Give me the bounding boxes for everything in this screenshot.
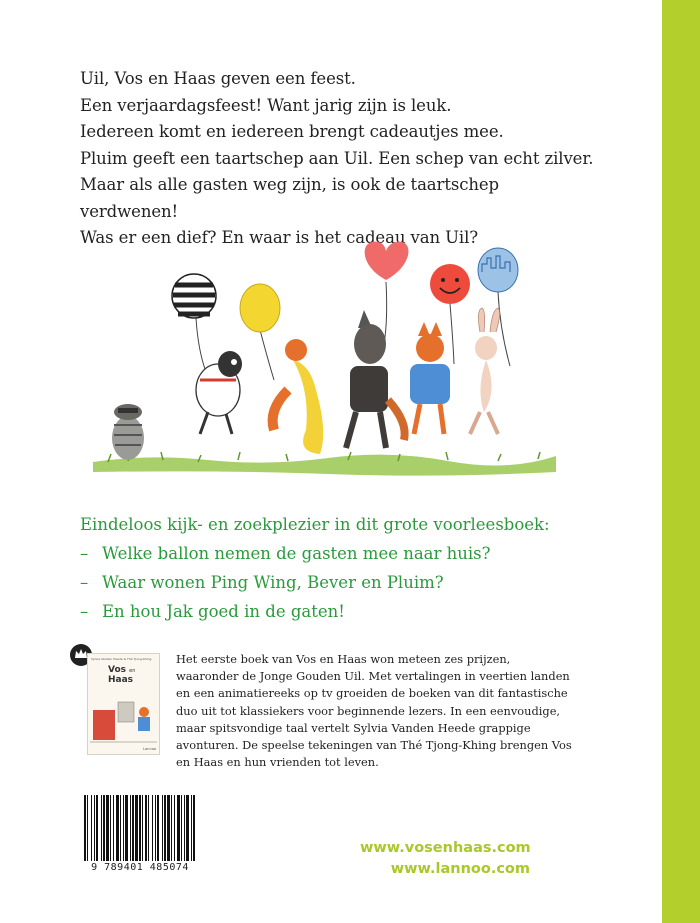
isbn-number: 9 789401 485074 — [82, 862, 198, 873]
barcode-bar — [130, 795, 131, 861]
barcode-bar — [142, 795, 143, 861]
bullet-dash: – — [80, 602, 89, 621]
intro-line: Uil, Vos en Haas geven een feest. — [80, 69, 356, 88]
barcode-bar — [103, 795, 105, 861]
intro-line: Pluim geeft een taartschep aan Uil. Een schep van echt zilver. — [80, 148, 594, 168]
barcode-bar — [152, 795, 153, 861]
mini-book-cover — [87, 653, 160, 755]
barcode-bar — [162, 795, 163, 861]
intro-line: Iedereen komt en iedereen brengt cadeautjes mee. — [80, 122, 504, 141]
highlight-block — [80, 510, 620, 626]
highlight-bullet — [80, 539, 620, 568]
fox-character — [410, 322, 450, 434]
barcode-bar — [106, 795, 109, 861]
rabbit-character — [470, 308, 500, 434]
barcode-bar — [125, 795, 128, 861]
barcode-bar — [181, 795, 182, 861]
highlight-bullet — [80, 597, 620, 626]
barcode-bar — [171, 795, 172, 861]
barcode-bar — [157, 795, 159, 861]
dancer-character — [273, 339, 324, 454]
barcode-bar — [148, 795, 149, 861]
barcode-bar — [91, 795, 92, 861]
barcode-bar — [145, 795, 147, 861]
barcode-bar — [132, 795, 134, 861]
url-lannoo[interactable]: www.lannoo.com — [390, 861, 530, 877]
mini-cover-publisher: Lannoo — [143, 747, 156, 751]
barcode-bar — [101, 795, 102, 861]
bullet-text: En hou Jak goed in de gaten! — [102, 602, 345, 621]
intro-line: Was er een dief? En waar is het cadeau van Uil? — [80, 228, 479, 247]
mini-cover-title: Vos en Haas — [108, 665, 136, 685]
intro-text — [80, 66, 600, 252]
heart-balloon — [365, 242, 409, 280]
barcode-bar — [164, 795, 166, 861]
intro-line: Een verjaardagsfeest! Want jarig zijn is leuk. — [80, 95, 452, 115]
barcode-bar — [135, 795, 138, 861]
intro-line: Maar als alle gasten weg zijn, is ook de taartschep verdwenen! — [80, 175, 500, 221]
bullet-text: Welke ballon nemen de gasten mee naar huis? — [102, 544, 491, 563]
barcode-bar — [94, 795, 95, 861]
barcode-bar — [177, 795, 180, 861]
thief-character — [112, 404, 144, 460]
barcode-bar — [113, 795, 114, 861]
party-illustration — [88, 240, 558, 480]
city-balloon — [478, 248, 518, 292]
highlight-bullet — [80, 568, 620, 597]
barcode-bar — [191, 795, 192, 861]
striped-balloon — [172, 274, 216, 318]
bullet-dash: – — [80, 544, 89, 563]
url-vosenhaas[interactable]: www.vosenhaas.com — [360, 840, 531, 856]
barcode-bar — [155, 795, 156, 861]
barcode-bar — [120, 795, 121, 861]
barcode-bar — [123, 795, 124, 861]
barcode-bar — [167, 795, 170, 861]
barcode-bar — [174, 795, 175, 861]
bullet-dash: – — [80, 573, 89, 592]
yellow-balloon — [240, 284, 280, 332]
barcode-bar — [186, 795, 189, 861]
blurb-text: Het eerste boek van Vos en Haas won meteen zes prijzen, waaronder de Jonge Gouden Uil. Met vertalingen in veertien landen en een animatiereeks op tv groeiden de boeken van dit fantastische duo uit tot klassiekers voor beginnende lezers. In een eenvoudige, maar spitsvondige taal vertelt Sylvia Vanden Heede grappige avonturen. De speelse tekeningen van Thé Tjong-Khing brengen Vos en Haas en hun vrienden tot leven. — [176, 652, 572, 770]
spine-stripe — [662, 0, 700, 923]
barcode-bar — [84, 795, 86, 861]
barcode-bar — [110, 795, 111, 861]
website-links — [360, 838, 530, 880]
barcode-bar — [87, 795, 88, 861]
barcode-bar — [193, 795, 195, 861]
barcode-bar — [96, 795, 98, 861]
barcode-bar — [184, 795, 185, 861]
barcode-bar — [116, 795, 119, 861]
horse-character — [346, 310, 405, 448]
mini-cover-illustration — [88, 654, 159, 754]
smiley-balloon — [430, 264, 470, 304]
bullet-text: Waar wonen Ping Wing, Bever en Pluim? — [102, 573, 444, 592]
mini-cover-authors: Sylvia Vanden Heede & Thé Tjong-Khing — [91, 657, 152, 661]
barcode-bar — [139, 795, 141, 861]
highlight-heading: Eindeloos kijk- en zoekplezier in dit grote voorleesboek: — [80, 515, 550, 534]
